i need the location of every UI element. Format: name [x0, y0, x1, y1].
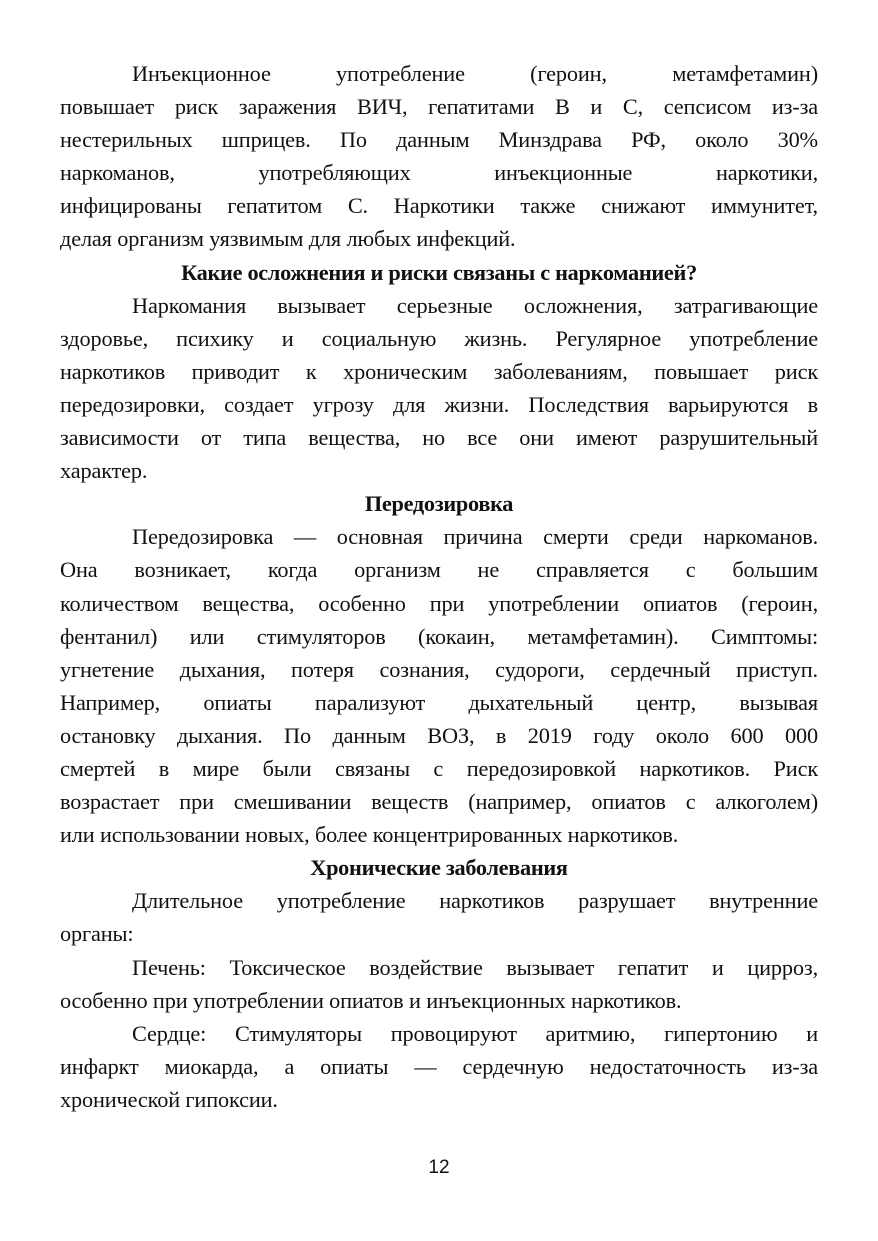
paragraph-line: Она возникает, когда организм не справляется с большим [60, 557, 818, 583]
section-heading: Хронические заболевания [310, 855, 568, 881]
section-heading: Передозировка [364, 491, 514, 517]
paragraph [60, 884, 818, 950]
paragraph-line: инфаркт миокарда, а опиаты — сердечную недостаточность из-за [60, 1053, 818, 1079]
paragraph-line: Передозировка — основная причина смерти среди наркоманов. [132, 524, 818, 550]
page-number: 12 [428, 1157, 450, 1178]
paragraph-line: наркоманов, употребляющих инъекционные наркотики, [60, 160, 818, 186]
paragraph-line: Например, опиаты парализуют дыхательный центр, вызывая [60, 689, 818, 715]
paragraph-line: особенно при употреблении опиатов и инъекционных наркотиков. [60, 987, 682, 1013]
paragraph [60, 1017, 818, 1116]
paragraph-line: Сердце: Стимуляторы провоцируют аритмию, гипертонию и [132, 1020, 818, 1046]
paragraph-line: возрастает при смешивании веществ (например, опиатов с алкоголем) [60, 789, 818, 815]
paragraph-line: инфицированы гепатитом С. Наркотики также снижают иммунитет, [60, 193, 818, 219]
paragraph-line: нестерильных шприцев. По данным Минздрава РФ, около 30% [60, 127, 818, 153]
section-heading: Какие осложнения и риски связаны с наркоманией? [181, 259, 697, 285]
paragraph-line: Длительное употребление наркотиков разрушает внутренние [132, 888, 818, 914]
paragraph-line: делая организм уязвимым для любых инфекций. [60, 226, 516, 252]
paragraph [60, 951, 818, 1017]
paragraph-line: хронической гипоксии. [60, 1086, 278, 1112]
paragraph-line: фентанил) или стимуляторов (кокаин, метамфетамин). Симптомы: [60, 623, 818, 649]
paragraph-line: смертей в мире были связаны с передозировкой наркотиков. Риск [60, 755, 818, 781]
paragraph-line: зависимости от типа вещества, но все они имеют разрушительный [60, 425, 818, 451]
paragraph-line: Инъекционное употребление (героин, метамфетамин) [132, 61, 818, 86]
page-body [60, 57, 818, 1116]
paragraph-line: здоровье, психику и социальную жизнь. Регулярное употребление [60, 325, 818, 351]
paragraph [60, 289, 818, 488]
paragraph-line: органы: [60, 921, 134, 947]
paragraph-line: Наркомания вызывает серьезные осложнения, затрагивающие [132, 292, 818, 318]
paragraph-line: Печень: Токсическое воздействие вызывает гепатит и цирроз, [132, 954, 818, 980]
paragraph-line: характер. [60, 458, 148, 484]
paragraph-line: остановку дыхания. По данным ВОЗ, в 2019 году около 600 000 [60, 722, 818, 748]
paragraph-line: повышает риск заражения ВИЧ, гепатитами В и С, сепсисом из-за [60, 94, 818, 120]
paragraph [60, 57, 818, 256]
paragraph [60, 520, 818, 851]
paragraph-line: передозировки, создает угрозу для жизни. Последствия варьируются в [60, 391, 818, 417]
paragraph-line: наркотиков приводит к хроническим заболеваниям, повышает риск [60, 358, 818, 384]
paragraph-line: количеством вещества, особенно при употреблении опиатов (героин, [60, 590, 818, 616]
paragraph-line: или использовании новых, более концентрированных наркотиков. [60, 822, 679, 848]
paragraph-line: угнетение дыхания, потеря сознания, судороги, сердечный приступ. [60, 656, 818, 682]
